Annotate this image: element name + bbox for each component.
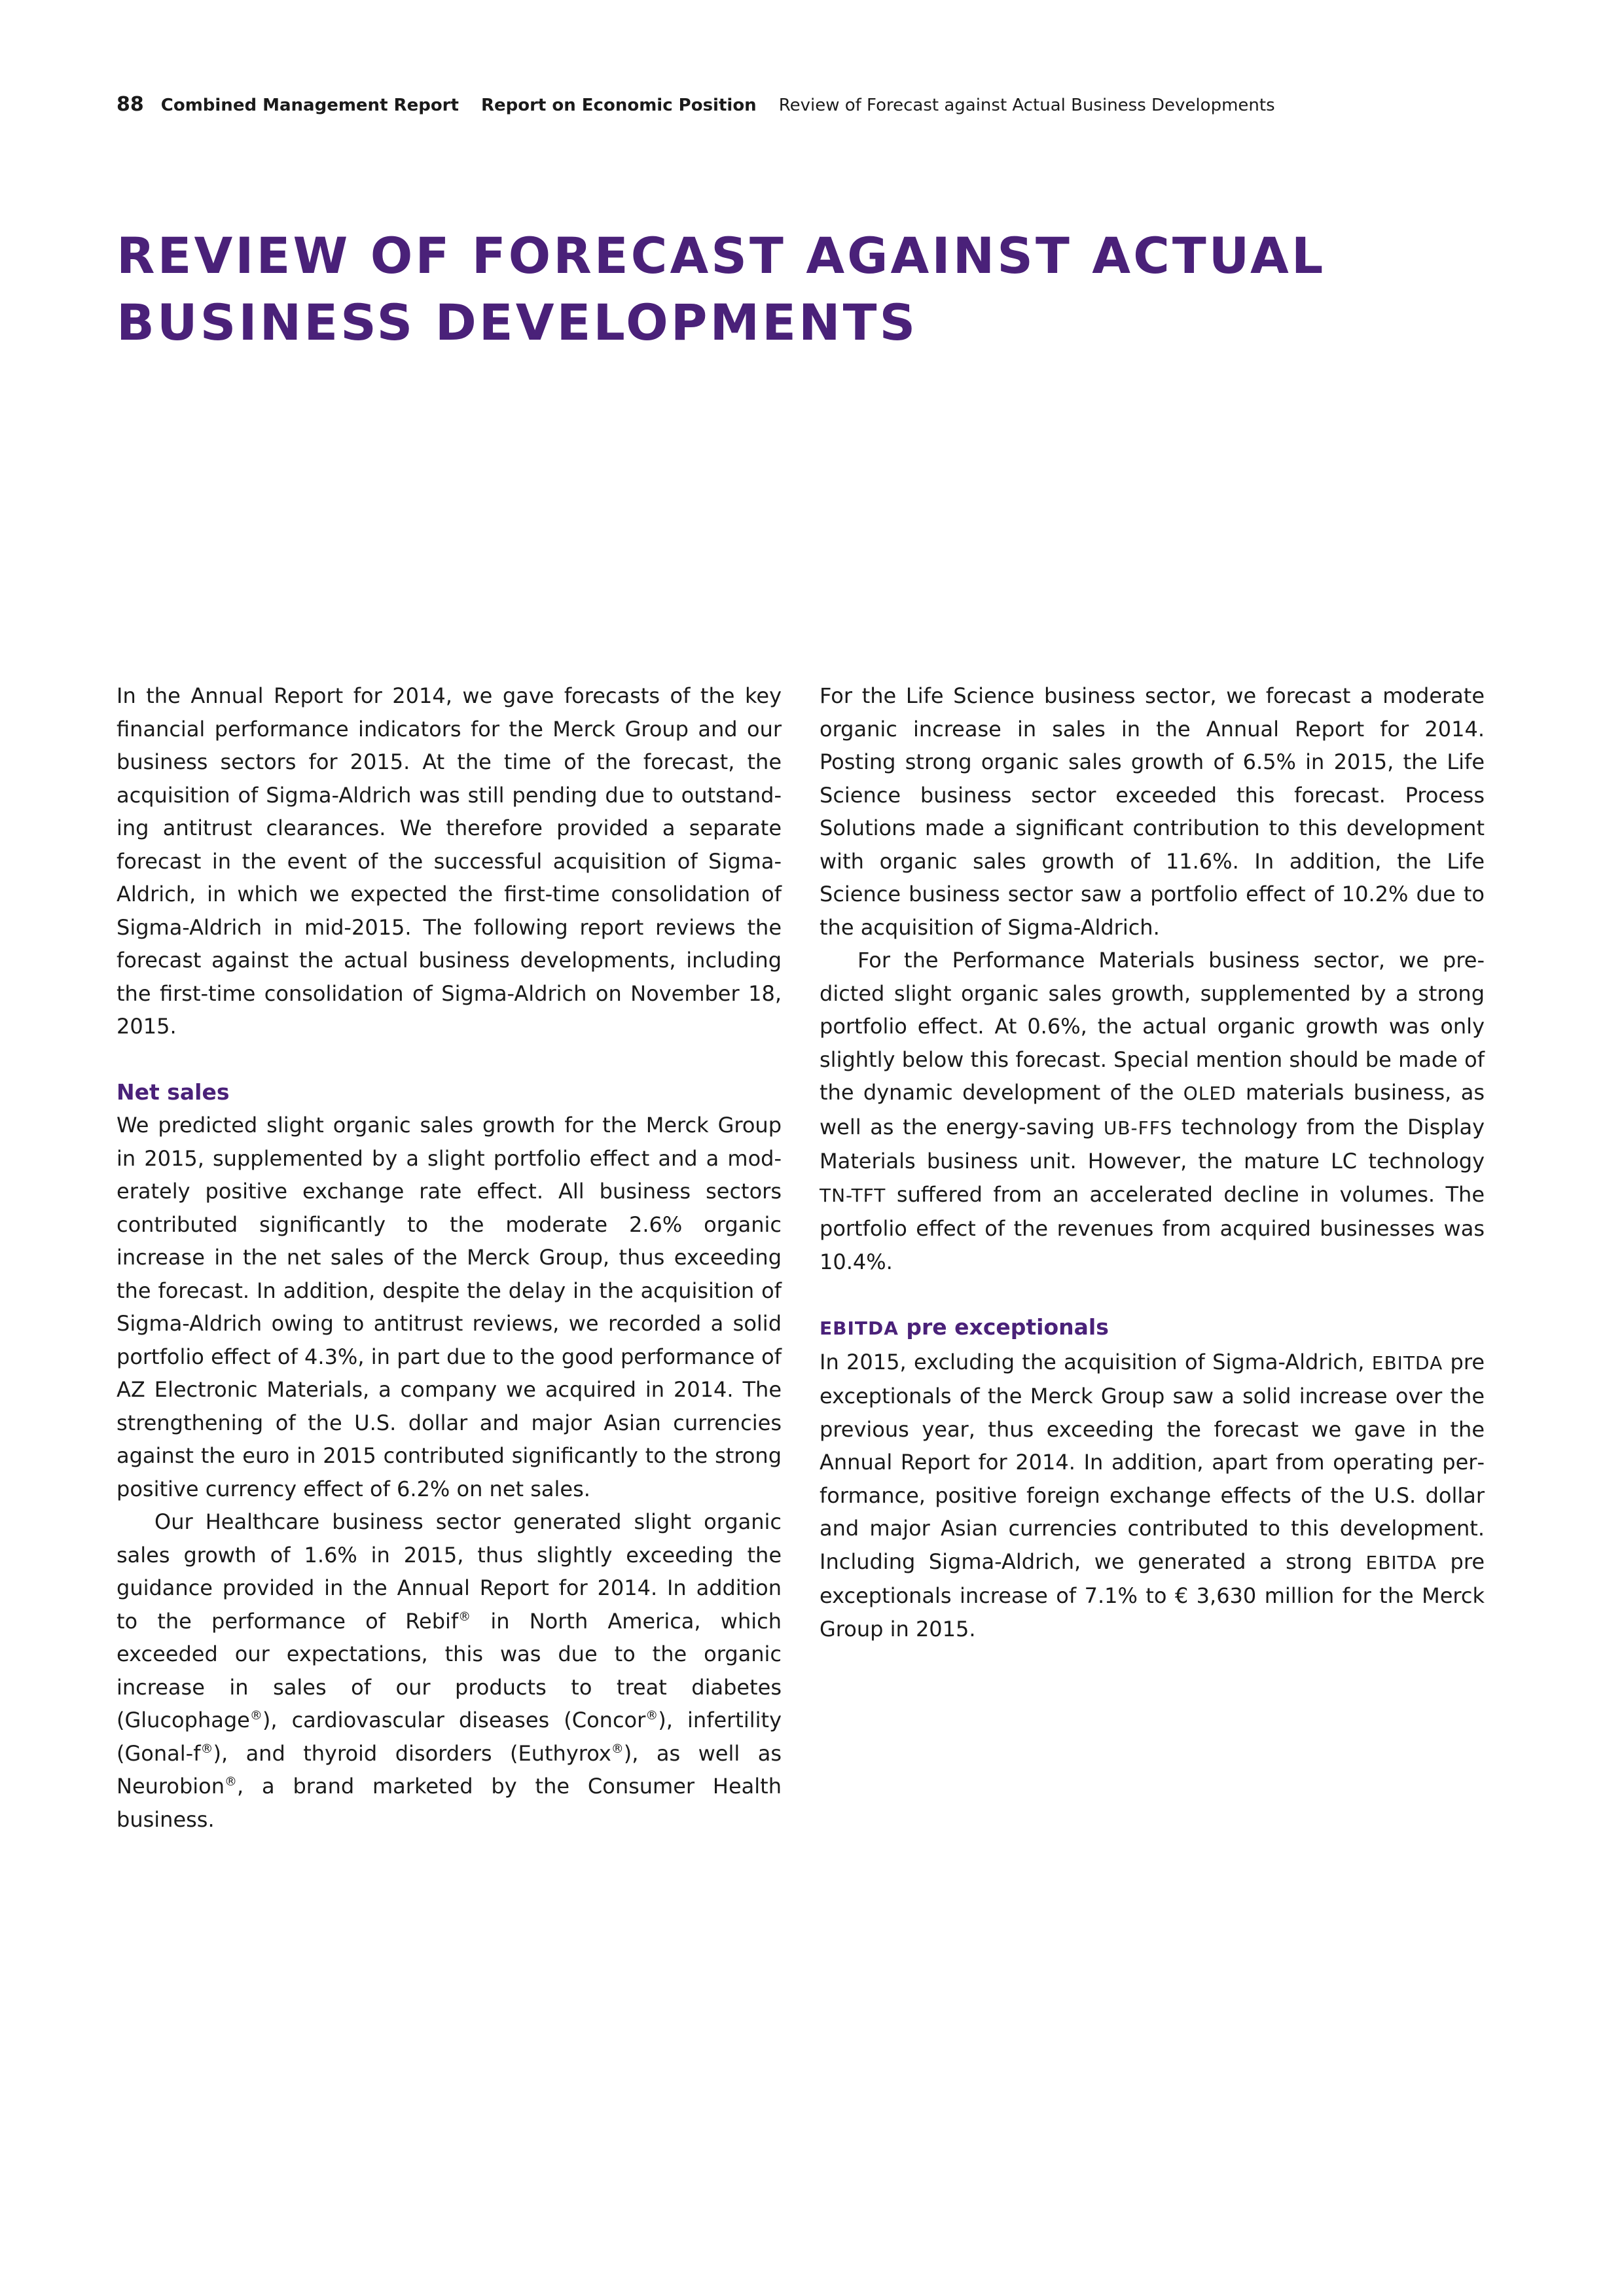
performance-materials-paragraph: [820, 944, 1485, 1278]
page-title: [117, 223, 1491, 356]
intro-paragraph: In the Annual Report for 2014, we gave forecasts of the key financial performance indicators for the Merck Group and our business sectors for 2015. At the time of the forecast, the acquisition of Sigma-Aldrich was still pending due to outstanding antitrust clearances. We therefore provided a separate forecast in the event of the successful acquisition of Sigma-Aldrich, in which we expected the first-time consolidation of Sigma-Aldrich in mid-2015. The following report reviews the forecast against the actual business developments, including the first-time consolidation of Sigma-Aldrich on November 18, 2015.: [117, 683, 782, 1039]
ebitda-paragraph: [820, 1346, 1485, 1646]
healthcare-text-5: ), and thyroid disorders (Euthyrox: [213, 1740, 611, 1766]
registered-mark: ®: [458, 1609, 471, 1624]
breadcrumb-topic: Review of Forecast against Actual Business Developments: [778, 96, 1275, 115]
healthcare-paragraph: [117, 1505, 782, 1836]
ub-ffs-abbreviation: UB-FFS: [1103, 1117, 1173, 1139]
life-science-paragraph: For the Life Science business sector, we forecast a moderate organic increase in sales in the Annual Report for 2014. Posting strong organic sales growth of 6.5% in 2015, the Life Science business sector exceeded this forecast. Process Solutions made a significant contribution to this development with organic sales growth of 11.6%. In addition, the Life Science business sector saw a portfolio effect of 10.2% due to the acquisition of Sigma-Aldrich.: [820, 683, 1485, 940]
healthcare-text-3: ), cardiovascular diseases (Concor: [262, 1708, 646, 1732]
healthcare-text-6: ), as well as Neurobion: [117, 1740, 782, 1799]
tn-tft-abbreviation: TN-TFT: [820, 1184, 886, 1206]
ebitda-abbreviation: EBITDA: [1365, 1551, 1437, 1573]
ebitda-text-3: pre exceptionals increase of 7.1% to € 3,630 million for the Merck Group in 2015.: [820, 1549, 1485, 1641]
page-title-line-2: BUSINESS DEVELOPMENTS: [117, 293, 918, 351]
ebitda-abbreviation: EBITDA: [1371, 1352, 1443, 1374]
performance-text-2: materials business, as well as the energy-saving: [820, 1080, 1485, 1139]
healthcare-text-4: ), infertility (Gonal-f: [117, 1708, 782, 1766]
oled-abbreviation: OLED: [1183, 1083, 1236, 1104]
registered-mark: ®: [645, 1708, 659, 1723]
right-column: [820, 679, 1485, 1645]
ebitda-heading-rest: pre exceptionals: [898, 1314, 1109, 1340]
net-sales-paragraph: We predicted slight organic sales growth for the Merck Group in 2015, supplemented by a slight portfolio effect and a moderately positive exchange rate effect. All business sectors contributed significantly to the moderate 2.6% organic increase in the net sales of the Merck Group, thus exceeding the forecast. In addition, despite the delay in the acquisition of Sigma-Aldrich owing to antitrust reviews, we recorded a solid portfolio effect of 4.3%, in part due to the good performance of AZ Electronic Materials, a company we acquired in 2014. The strengthening of the U.S. dollar and major Asian currencies against the euro in 2015 contributed significantly to the strong positive currency effect of 6.2% on net sales.: [117, 1113, 782, 1501]
ebitda-heading: [820, 1311, 1485, 1346]
performance-text-1: For the Performance Materials business sector, we predicted slight organic sales growth, supplemented by a strong portfolio effect. At 0.6%, the actual organic growth was only slightly below this forecast. Special mention should be made of the dynamic development of the: [820, 948, 1485, 1105]
ebitda-text-1: In 2015, excluding the acquisition of Sigma-Aldrich,: [820, 1349, 1372, 1374]
page-number: 88: [117, 93, 144, 116]
registered-mark: ®: [249, 1708, 262, 1723]
page-title-line-1: REVIEW OF FORECAST AGAINST ACTUAL: [117, 226, 1326, 285]
net-sales-heading: Net sales: [117, 1079, 230, 1105]
healthcare-text-1: Our Healthcare business sector generated slight organic sales growth of 1.6% in 2015, thus slightly exceeding the guidance provided in the Annual Report for 2014. In addition to the performance of Rebif: [117, 1509, 782, 1634]
ebitda-text-2: pre exceptionals of the Merck Group saw a solid increase over the previous year, thus exceeding the forecast we gave in the Annual Report for 2014. In addition, apart from operating performance, positive foreign exchange effects of the U.S. dollar and major Asian currencies contributed to this development. Including Sigma-Aldrich, we generated a strong: [820, 1349, 1485, 1574]
healthcare-text-2: in North America, which exceeded our expectations, this was due to the organic increase in sales of our products to treat diabetes (Glucophage: [117, 1608, 782, 1732]
breadcrumb-section: Combined Management Report: [160, 96, 459, 115]
left-column: [117, 679, 782, 1836]
registered-mark: ®: [200, 1741, 213, 1756]
running-header: [117, 92, 1275, 118]
registered-mark: ®: [225, 1774, 237, 1789]
healthcare-text-7: , a brand marketed by the Consumer Health business.: [117, 1774, 782, 1832]
performance-text-4: suffered from an accelerated decline in volumes. The portfolio effect of the revenues from acquired businesses was 10.4%.: [820, 1181, 1485, 1274]
registered-mark: ®: [611, 1741, 624, 1756]
breadcrumb-subsection: Report on Economic Position: [480, 96, 757, 115]
performance-text-3: technology from the Display Materials business unit. However, the mature LC technology: [820, 1114, 1485, 1174]
ebitda-heading-abbreviation: EBITDA: [820, 1318, 899, 1339]
